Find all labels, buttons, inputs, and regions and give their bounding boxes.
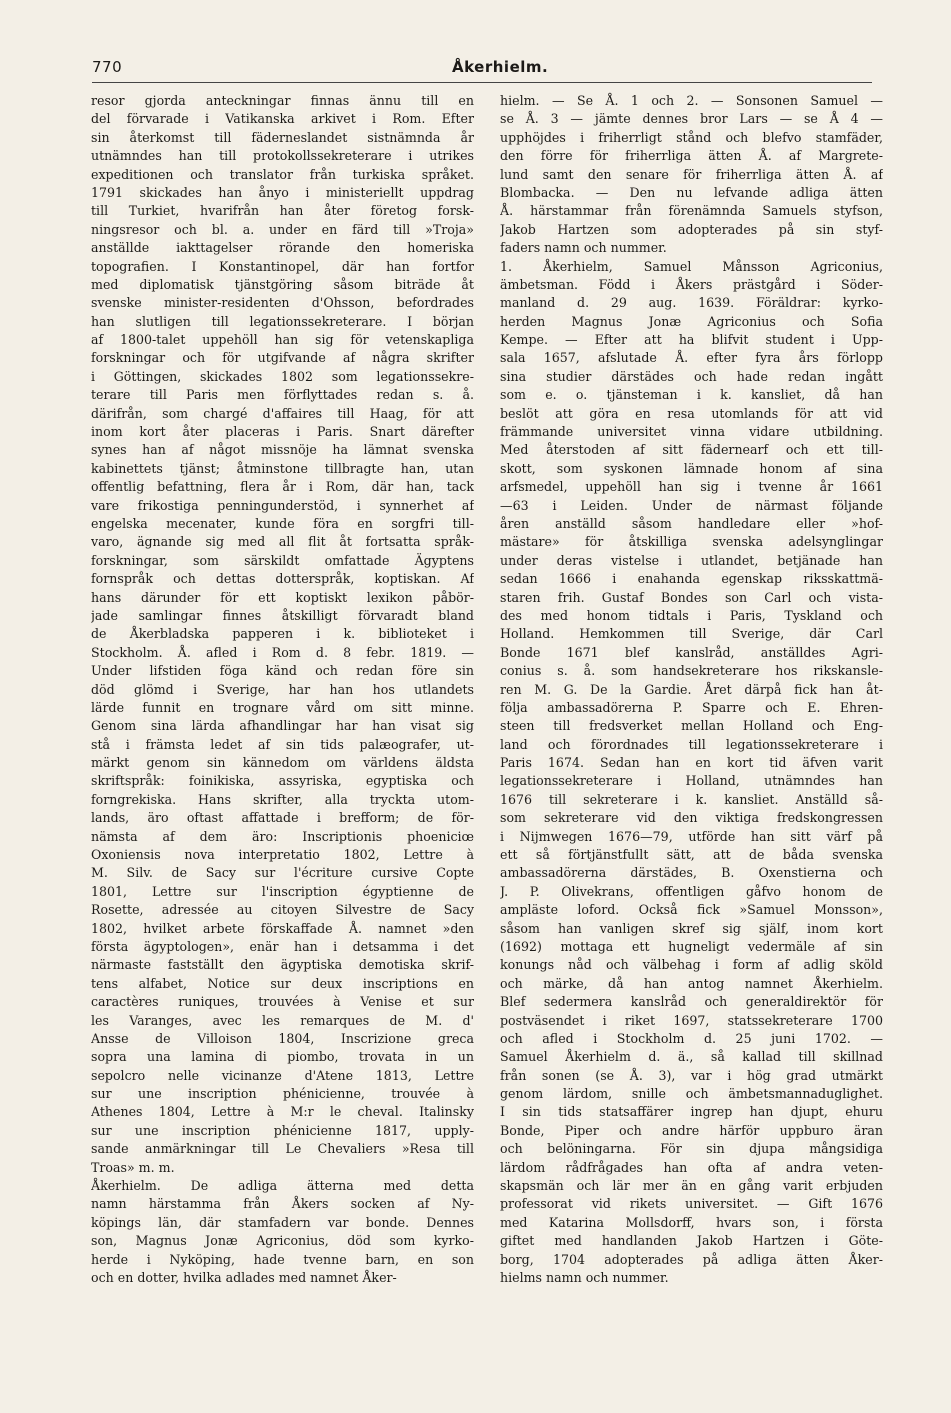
text-line: nämsta af dem äro: Inscriptionis phoeniciœ	[91, 828, 474, 844]
text-line: sande anmärkningar till Le Chevaliers »Resa till	[91, 1141, 474, 1157]
text-line: caractères runiques, trouvées à Venise et sur	[91, 994, 474, 1010]
text-line: Jakob Hartzen som adopterades på sin styf-	[500, 221, 883, 237]
text-line: och en dotter, hvilka adlades med namnet Åker-	[91, 1270, 397, 1285]
text-line: beslöt att göra en resa utomlands för att vid	[500, 405, 883, 421]
text-line: —63 i Leiden. Under de närmast följande	[500, 497, 883, 513]
text-line: Paris 1674. Sedan han en kort tid äfven varit	[500, 755, 883, 771]
text-line: de Åkerbladska papperen i k. biblioteket i	[91, 626, 474, 642]
header-rule	[92, 82, 872, 83]
text-line: utnämndes han till protokollssekreterare i utrikes	[91, 148, 474, 164]
text-line: namn härstamma från Åkers socken af Ny-	[91, 1196, 474, 1212]
text-line: såsom han vanligen skref sig själf, inom kort	[500, 920, 883, 936]
text-line: Blef sedermera kanslråd och generaldirektör för	[500, 994, 883, 1010]
text-line: mästare» för åtskilliga svenska adelsynglingar	[500, 534, 883, 550]
text-line: upphöjdes i friherrligt stånd och blefvo stamfäder,	[500, 129, 883, 145]
text-line: resor gjorda anteckningar finnas ännu till en	[91, 93, 474, 108]
text-line: ett så förtjänstfullt sätt, att de båda svenska	[500, 847, 883, 863]
text-line: forngrekiska. Hans skrifter, alla tryckta utom-	[91, 791, 474, 807]
text-line: terare till Paris men förflyttades redan s. å.	[91, 387, 474, 403]
text-line: (1692) mottaga ett hugneligt vedermäle af sin	[500, 938, 883, 954]
text-line: från sonen (se Å. 3), var i hög grad utmärkt	[500, 1067, 883, 1083]
text-line: professorat vid rikets universitet. — Gift 1676	[500, 1196, 883, 1212]
text-line: lund samt den senare för friherrliga ätten Å. af	[500, 166, 883, 182]
text-line: Med återstoden af sitt fädernearf och ett till-	[500, 442, 883, 458]
left-column	[91, 92, 474, 1287]
text-line: Athenes 1804, Lettre à M:r le cheval. Italinsky	[91, 1104, 474, 1120]
text-line: genom lärdom, snille och ämbetsmannaduglighet.	[500, 1086, 883, 1102]
text-line: skriftspråk: foinikiska, assyriska, egyptiska och	[91, 773, 474, 789]
text-line: herden Magnus Jonæ Agriconius och Sofia	[500, 313, 883, 329]
text-line: offentlig befattning, flera år i Rom, där han, tack	[91, 479, 474, 495]
text-line: ambassadörerna därstädes, B. Oxenstierna och	[500, 865, 883, 881]
text-line: i Nijmwegen 1676—79, utförde han sitt värf på	[500, 828, 883, 844]
text-line: ampläste loford. Också fick »Samuel Monsson»,	[500, 902, 883, 918]
text-line: åren anställd såsom handledare eller »hof-	[500, 515, 883, 531]
text-line: herde i Nyköping, hade tvenne barn, en son	[91, 1251, 474, 1267]
text-line: 1801, Lettre sur l'inscription égyptienne de	[91, 883, 474, 899]
running-head: Åkerhielm.	[452, 58, 549, 76]
text-line: främmande universitet vinna vidare utbildning.	[500, 424, 883, 440]
text-line: kabinettets tjänst; åtminstone tillbragte han, utan	[91, 460, 474, 476]
text-line: sin återkomst till fäderneslandet sistnämnda år	[91, 129, 474, 145]
text-line: till Turkiet, hvarifrån han åter företog forsk-	[91, 203, 474, 219]
text-line: Oxoniensis nova interpretatio 1802, Lettre à	[91, 847, 474, 863]
text-line: stå i främsta ledet af sin tids palæografer, ut-	[91, 736, 474, 752]
text-line: Troas» m. m.	[91, 1159, 175, 1175]
text-line: topografien. I Konstantinopel, där han fortfor	[91, 258, 474, 274]
text-line: första ägyptologen», enär han i detsamma i det	[91, 938, 474, 954]
text-line: jade samlingar finnes åtskilligt förvaradt bland	[91, 607, 474, 623]
text-line: med Katarina Mollsdorff, hvars son, i första	[500, 1214, 883, 1230]
text-line: Å. härstammar från förenämnda Samuels styfson,	[500, 203, 883, 219]
text-line: köpings län, där stamfadern var bonde. Dennes	[91, 1214, 474, 1230]
text-line: arfsmedel, uppehöll han sig i tvenne år 1661	[500, 479, 883, 495]
text-line: manland d. 29 aug. 1639. Föräldrar: kyrko-	[500, 295, 883, 311]
text-line: tens alfabet, Notice sur deux inscriptions en	[91, 975, 474, 991]
text-line: se Å. 3 — jämte dennes bror Lars — se Å 4 —	[500, 111, 883, 127]
text-line: Stockholm. Å. afled i Rom d. 8 febr. 1819. —	[91, 644, 474, 660]
text-line: som e. o. tjänsteman i k. kansliet, då han	[500, 387, 883, 403]
text-line: les Varanges, avec les remarques de M. d'	[91, 1012, 474, 1028]
text-line: 1. Åkerhielm, Samuel Månsson Agriconius,	[500, 258, 883, 274]
text-line: Bonde, Piper och andre härför uppburo äran	[500, 1122, 883, 1138]
text-line: M. Silv. de Sacy sur l'écriture cursive Copte	[91, 865, 474, 881]
text-line: forskningar och för utgifvande af några skrifter	[91, 350, 474, 366]
text-line: Åkerhielm. De adliga ätterna med detta	[91, 1178, 474, 1194]
text-line: del förvarade i Vatikanska arkivet i Rom. Efter	[91, 111, 474, 127]
text-line: des med honom tidtals i Paris, Tyskland och	[500, 607, 883, 623]
text-line: hielms namn och nummer.	[500, 1270, 669, 1285]
text-line: svenske minister-residenten d'Ohsson, befordrades	[91, 295, 474, 311]
text-line: hielm. — Se Å. 1 och 2. — Sonsonen Samuel —	[500, 93, 883, 108]
page-header	[92, 58, 872, 84]
text-line: Kempe. — Efter att ha blifvit student i Upp-	[500, 332, 883, 348]
text-line: Rosette, adressée au citoyen Silvestre de Sacy	[91, 902, 474, 918]
text-line: conius s. å. som handsekreterare hos rikskansle-	[500, 663, 883, 679]
text-line: borg, 1704 adopterades på adliga ätten Åker-	[500, 1251, 883, 1267]
text-line: och belöningarna. För sin djupa mångsidiga	[500, 1141, 883, 1157]
text-line: sur une inscription phénicienne 1817, upply-	[91, 1122, 474, 1138]
text-line: sepolcro nelle vicinanze d'Atene 1813, Lettre	[91, 1067, 474, 1083]
text-line: Under lifstiden föga känd och redan före sin	[91, 663, 474, 679]
text-line: 1676 till sekreterare i k. kansliet. Anställd så-	[500, 791, 883, 807]
text-line: I sin tids statsaffärer ingrep han djupt, ehuru	[500, 1104, 883, 1120]
text-line: ämbetsman. Född i Åkers prästgård i Söder-	[500, 276, 883, 292]
right-column	[500, 92, 883, 1287]
text-line: land och förordnades till legationssekreterare i	[500, 736, 883, 752]
text-line: inom kort åter placeras i Paris. Snart därefter	[91, 424, 474, 440]
text-line: sopra una lamina di piombo, trovata in un	[91, 1049, 474, 1065]
text-line: Blombacka. — Den nu lefvande adliga ätten	[500, 184, 883, 200]
text-line: han slutligen till legationssekreterare. I början	[91, 313, 474, 329]
text-line: 1791 skickades han ånyo i ministeriellt uppdrag	[91, 184, 474, 200]
text-line: synes han af något missnöje ha lämnat svenska	[91, 442, 474, 458]
text-line: sedan 1666 i enahanda egenskap riksskattmä-	[500, 571, 883, 587]
text-line: af 1800-talet uppehöll han sig för vetenskapliga	[91, 332, 474, 348]
text-line: Ansse de Villoison 1804, Inscrizione greca	[91, 1030, 474, 1046]
text-line: märkt genom sin kännedom om världens äldsta	[91, 755, 474, 771]
text-line: den förre för friherrliga ätten Å. af Margrete-	[500, 148, 883, 164]
text-line: i Göttingen, skickades 1802 som legationssekre-	[91, 368, 474, 384]
text-line: sala 1657, afslutade Å. efter fyra års förlopp	[500, 350, 883, 366]
text-line: lärdom rådfrågades han ofta af andra veten-	[500, 1159, 883, 1175]
text-line: följa ambassadörerna P. Sparre och E. Ehren-	[500, 699, 883, 715]
text-line: och märke, då han antog namnet Åkerhielm.	[500, 975, 883, 991]
text-line: därifrån, som chargé d'affaires till Haag, för att	[91, 405, 474, 421]
text-line: sina studier därstädes och hade redan ingått	[500, 368, 883, 384]
text-line: som sekreterare vid den viktiga fredskongressen	[500, 810, 883, 826]
text-line: lands, äro oftast affattade i brefform; de för-	[91, 810, 474, 826]
text-line: 1802, hvilket arbete förskaffade Å. namnet »den	[91, 920, 474, 936]
text-line: giftet med handlanden Jakob Hartzen i Göte-	[500, 1233, 883, 1249]
text-line: vare frikostiga penningunderstöd, i synnerhet af	[91, 497, 474, 513]
text-line: legationssekreterare i Holland, utnämndes han	[500, 773, 883, 789]
text-line: ren M. G. De la Gardie. Året därpå fick han åt-	[500, 681, 883, 697]
text-line: under deras vistelse i utlandet, betjänade han	[500, 552, 883, 568]
text-line: med diplomatisk tjänstgöring såsom biträde åt	[91, 276, 474, 292]
text-line: och afled i Stockholm d. 25 juni 1702. —	[500, 1030, 883, 1046]
text-line: Holland. Hemkommen till Sverige, där Carl	[500, 626, 883, 642]
text-line: skott, som syskonen lämnade honom af sina	[500, 460, 883, 476]
text-line: närmaste fastställt den ägyptiska demotiska skrif-	[91, 957, 474, 973]
text-line: J. P. Olivekrans, offentligen gåfvo honom de	[500, 883, 883, 899]
text-line: steen till fredsverket mellan Holland och Eng-	[500, 718, 883, 734]
text-line: postväsendet i riket 1697, statssekreterare 1700	[500, 1012, 883, 1028]
text-line: son, Magnus Jonæ Agriconius, död som kyrko-	[91, 1233, 474, 1249]
text-line: skapsmän och lär mer än en gång varit erbjuden	[500, 1178, 883, 1194]
text-line: död glömd i Sverige, har han hos utlandets	[91, 681, 474, 697]
text-line: fornspråk och dettas dotterspråk, koptiskan. Af	[91, 571, 474, 587]
text-line: konungs nåd och välbehag i form af adlig sköld	[500, 957, 883, 973]
text-line: varo, ägnande sig med all flit åt fortsatta språk-	[91, 534, 474, 550]
text-line: Genom sina lärda afhandlingar har han visat sig	[91, 718, 474, 734]
text-line: Bonde 1671 blef kanslråd, anställdes Agri-	[500, 644, 883, 660]
text-line: sur une inscription phénicienne, trouvée à	[91, 1086, 474, 1102]
text-line: staren frih. Gustaf Bondes son Carl och vista-	[500, 589, 883, 605]
text-line: Samuel Åkerhielm d. ä., så kallad till skillnad	[500, 1049, 883, 1065]
text-line: forskningar, som särskildt omfattade Ägyptens	[91, 552, 474, 568]
text-line: hans därunder för ett koptiskt lexikon påbör-	[91, 589, 474, 605]
text-line: anställde iakttagelser rörande den homeriska	[91, 240, 474, 256]
text-line: engelska mecenater, kunde föra en sorgfri till-	[91, 515, 474, 531]
text-line: ningsresor och bl. a. under en färd till »Troja»	[91, 221, 474, 237]
text-line: faders namn och nummer.	[500, 240, 667, 256]
page-number: 770	[92, 58, 123, 76]
text-line: lärde funnit en trognare vård om sitt minne.	[91, 699, 474, 715]
text-line: expeditionen och translator från turkiska språket.	[91, 166, 474, 182]
